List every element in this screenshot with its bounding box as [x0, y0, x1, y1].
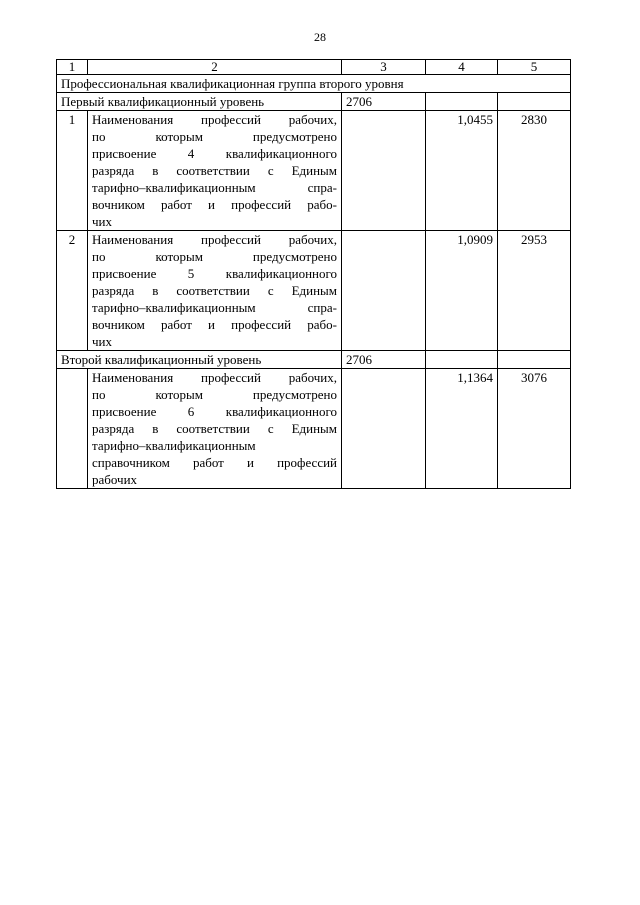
column-header: 3	[342, 60, 426, 75]
description-line: чих	[92, 214, 112, 229]
page-number: 28	[314, 30, 326, 44]
empty-cell	[426, 93, 498, 111]
description-line: присвоение 4 квалификационного	[92, 146, 337, 161]
level-title: Первый квалификационный уровень	[57, 93, 342, 111]
description-line: вочником работ и профессий рабо-	[92, 197, 337, 212]
description-line: тарифно–квалификационным спра-	[92, 300, 337, 315]
description-line: разряда в соответствии с Единым	[92, 163, 337, 178]
empty-cell	[342, 111, 426, 231]
table-header-row	[57, 60, 571, 75]
group-title-row	[57, 75, 571, 93]
row-coefficient: 1,0455	[426, 111, 498, 231]
level-title: Второй квалификационный уровень	[57, 351, 342, 369]
group-title: Профессиональная квалификационная группа второго уровня	[57, 75, 571, 93]
empty-cell	[426, 351, 498, 369]
column-header: 4	[426, 60, 498, 75]
empty-cell	[498, 351, 571, 369]
column-header: 5	[498, 60, 571, 75]
row-salary: 2953	[498, 231, 571, 351]
row-coefficient: 1,0909	[426, 231, 498, 351]
description-line: Наименования профессий рабочих,	[92, 232, 337, 247]
empty-cell	[342, 231, 426, 351]
salary-table	[56, 59, 571, 489]
description-line: рабочих	[92, 472, 138, 487]
description-line: тарифно–квалификационным	[92, 438, 256, 453]
row-salary: 2830	[498, 111, 571, 231]
description-line: чих	[92, 334, 112, 349]
level-row	[57, 93, 571, 111]
empty-cell	[498, 93, 571, 111]
table-row	[57, 111, 571, 231]
description-line: по которым предусмотрено	[92, 249, 337, 264]
row-number	[57, 369, 88, 489]
column-header: 2	[88, 60, 342, 75]
level-base-salary: 2706	[342, 351, 426, 369]
description-line: по которым предусмотрено	[92, 387, 337, 402]
level-row	[57, 351, 571, 369]
table-row	[57, 231, 571, 351]
row-description	[88, 111, 342, 231]
description-line: вочником работ и профессий рабо-	[92, 317, 337, 332]
row-number: 1	[57, 111, 88, 231]
row-coefficient: 1,1364	[426, 369, 498, 489]
description-line: присвоение 5 квалификационного	[92, 266, 337, 281]
description-line: Наименования профессий рабочих,	[92, 370, 337, 385]
description-line: разряда в соответствии с Единым	[92, 421, 337, 436]
description-line: по которым предусмотрено	[92, 129, 337, 144]
description-line: разряда в соответствии с Единым	[92, 283, 337, 298]
description-line: присвоение 6 квалификационного	[92, 404, 337, 419]
row-number: 2	[57, 231, 88, 351]
column-header: 1	[57, 60, 88, 75]
description-line: справочником работ и профессий	[92, 455, 337, 470]
row-description	[88, 369, 342, 489]
empty-cell	[342, 369, 426, 489]
description-line: тарифно–квалификационным спра-	[92, 180, 337, 195]
row-description	[88, 231, 342, 351]
level-base-salary: 2706	[342, 93, 426, 111]
description-line: Наименования профессий рабочих,	[92, 112, 337, 127]
row-salary: 3076	[498, 369, 571, 489]
table-row	[57, 369, 571, 489]
